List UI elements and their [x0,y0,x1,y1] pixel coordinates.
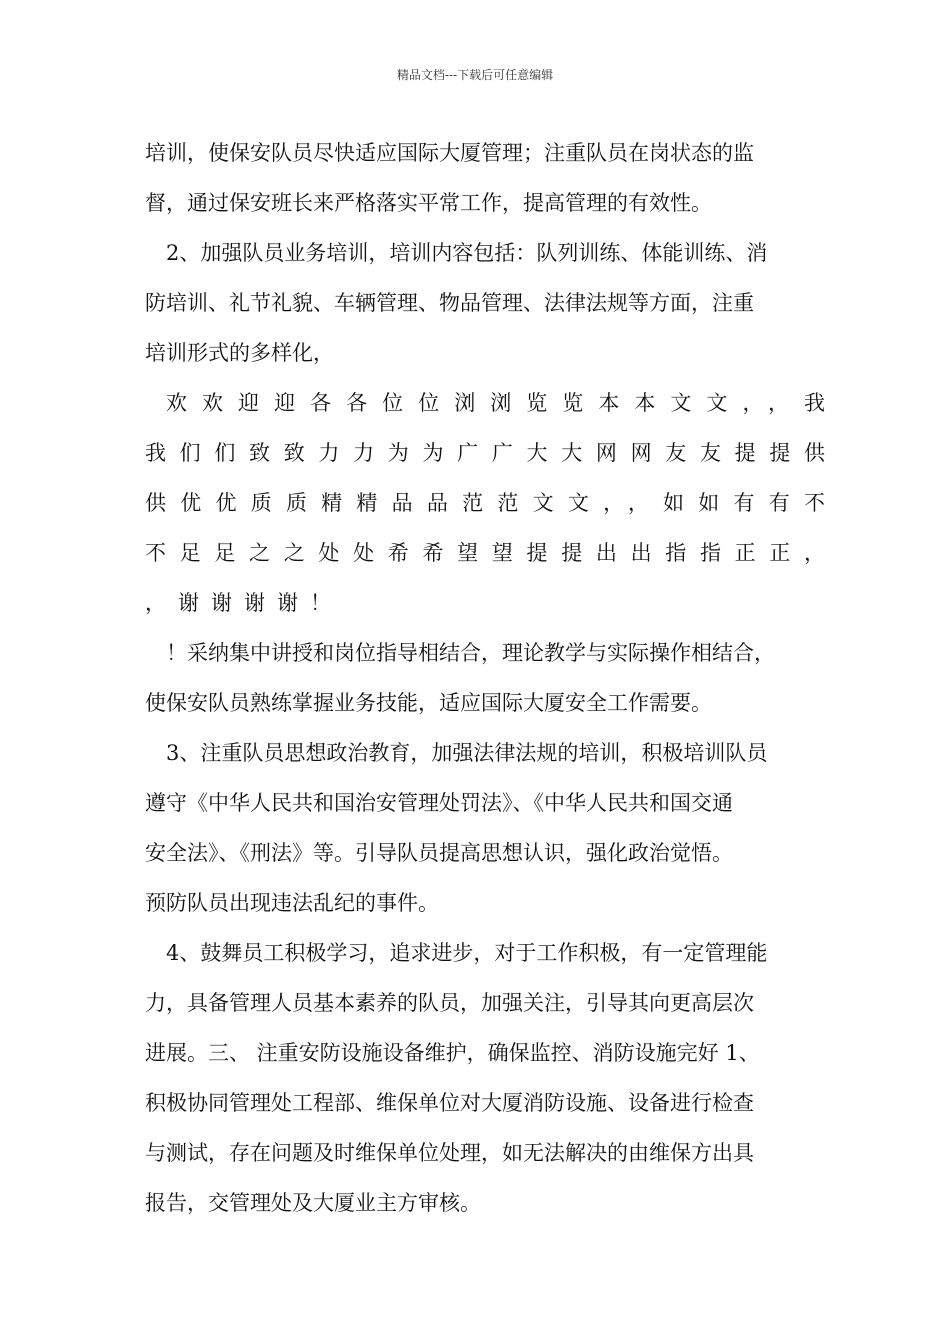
text-line: 我们们致致力力为为广广大大网网友友提提供 [145,441,825,465]
text-line: 2、加强队员业务培训，培训内容包括：队列训练、体能训练、消 [166,241,768,265]
text-line: 使保安队员熟练掌握业务技能，适应国际大厦安全工作需要。 [145,691,712,715]
text-line: 督，通过保安班长来严格落实平常工作，提高管理的有效性。 [145,191,712,215]
text-line: 预防队员出现违法乱纪的事件。 [145,891,439,915]
text-line: ！采纳集中讲授和岗位指导相结合，理论教学与实际操作相结合， [166,641,775,665]
text-line: 与测试，存在问题及时维保单位处理，如无法解决的由维保方出具 [145,1141,754,1165]
text-line: 力，具备管理人员基本素养的队员，加强关注，引导其向更高层次 [145,991,754,1015]
text-line: 积极协同管理处工程部、维保单位对大厦消防设施、设备进行检查 [145,1091,754,1115]
text-line: ，谢谢谢谢！ [145,591,343,615]
text-line: 防培训、礼节礼貌、车辆管理、物品管理、法律法规等方面，注重 [145,291,754,315]
document-body [145,128,825,1228]
text-line: 遵守《中华人民共和国治安管理处罚法》、《中华人民共和国交通 [145,791,733,815]
text-line: 培训形式的多样化， [145,341,334,365]
text-line: 供优优质质精精品品范范文文，，如如有有不 [145,491,825,515]
text-line: 3、注重队员思想政治教育，加强法律法规的培训，积极培训队员 [166,741,768,765]
text-line: 报告，交管理处及大厦业主方审核。 [145,1191,481,1215]
text-line: 4、鼓舞员工积极学习，追求进步，对于工作积极，有一定管理能 [166,941,768,965]
text-line: 培训，使保安队员尽快适应国际大厦管理；注重队员在岗状态的监 [145,141,754,165]
page-header: 精品文档---下载后可任意编辑 [396,68,554,82]
text-line: 欢欢迎迎各各位位浏浏览览本本文文，，我 [166,391,825,415]
text-line: 进展。三、 注重安防设施设备维护，确保监控、消防设施完好 1、 [145,1041,760,1065]
text-line: 安全法》、《刑法》等。引导队员提高思想认识，强化政治觉悟。 [145,841,733,865]
text-line: 不足足之之处处希希望望提提出出指指正正， [145,541,825,565]
